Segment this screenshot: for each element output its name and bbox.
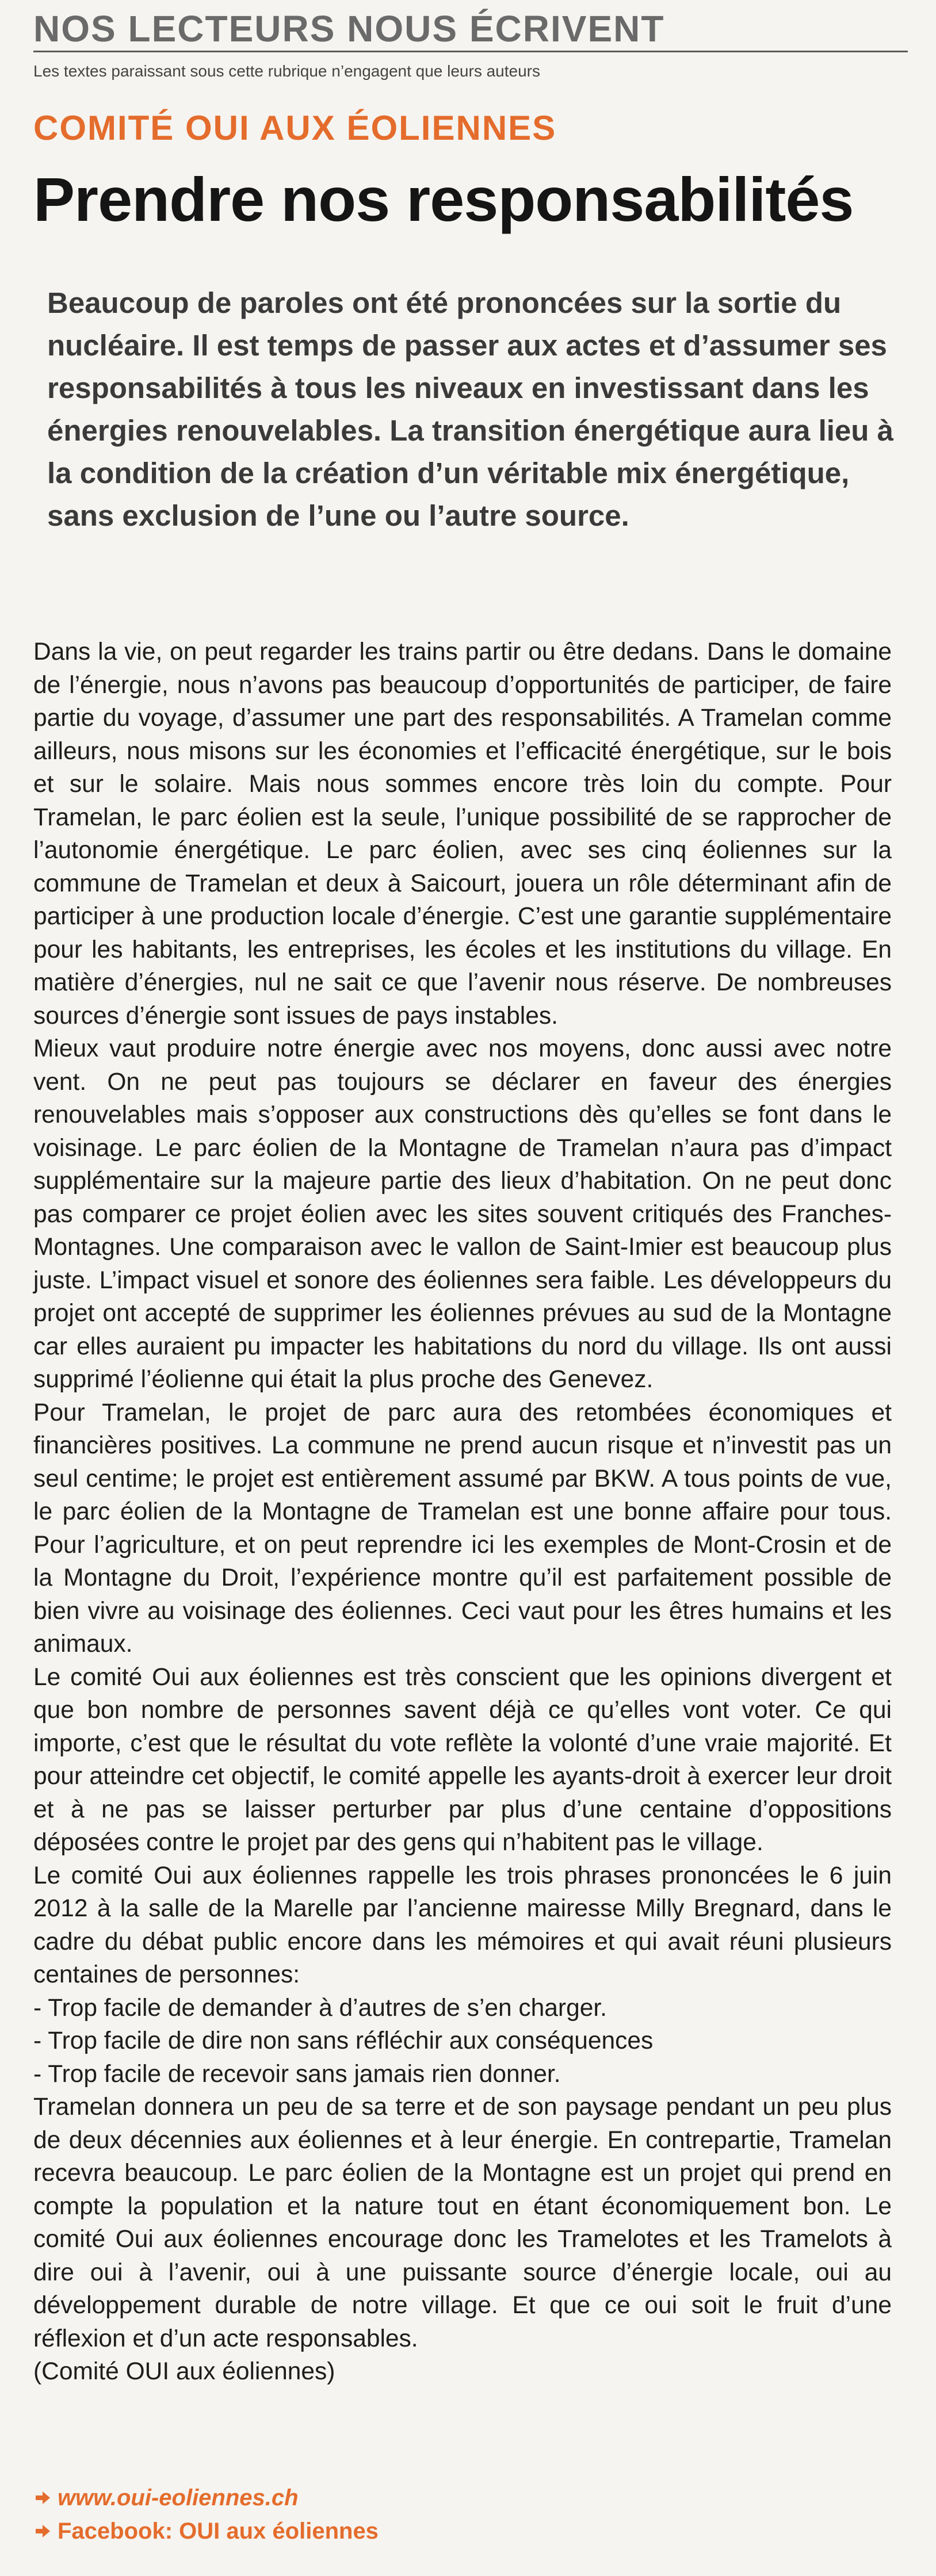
arrow-icon xyxy=(33,2489,52,2507)
body-paragraph: Le comité Oui aux éoliennes est très conscient que les opinions divergent et que bon nombre de personnes savent déjà ce qu’elles vont voter. Ce qui importe, c’est que le résultat du vote reflète la volonté d’une vraie majorité. Et pour atteindre cet objectif, le comité appelle les ayants-droit à exercer leur droit et à ne pas se laisser perturber par plus d’une centaine d’oppositions déposées contre le projet par des gens qui n’habitent pas le village. xyxy=(33,1663,892,1856)
rubric-title: NOS LECTEURS NOUS ÉCRIVENT xyxy=(33,8,665,49)
article-signature: (Comité OUI aux éoliennes) xyxy=(33,2358,335,2385)
body-paragraph: Mieux vaut produire notre énergie avec nos moyens, donc aussi avec notre vent. On ne peut pas toujours se déclarer en faveur des énergies renouvelables mais s’opposer aux constructions dès qu’elles se font dans le voisinage. Le parc éolien de la Montagne de Tramelan n’aura pas d’impact supplémentaire sur la majeure partie des lieux d’habitation. On ne peut donc pas comparer ce projet éolien avec les sites souvent critiqués des Franches-Montagnes. Une comparaison avec le vallon de Saint-Imier est beaucoup plus juste. L’impact visuel et sonore des éoliennes sera faible. Les développeurs du projet ont accepté de supprimer les éoliennes prévues au sud de la Montagne car elles auraient pu impacter les habitations du nord du village. Ils ont aussi supprimé l’éolienne qui était la plus proche des Genevez. xyxy=(33,1035,892,1393)
quote-item: - Trop facile de dire non sans réfléchir aux conséquences xyxy=(33,2027,654,2054)
arrow-icon xyxy=(33,2522,52,2540)
website-link-row[interactable] xyxy=(33,2481,379,2514)
rubric-header xyxy=(33,10,908,52)
closing-paragraph: Tramelan donnera un peu de sa terre et de son paysage pendant un peu plus de deux décennies aux éoliennes et à leur énergie. En contrepartie, Tramelan recevra beaucoup. Le parc éolien de la Montagne est un projet qui prend en compte la population et la nature tout en étant économiquement bon. Le comité Oui aux éoliennes encourage donc les Tramelotes et les Tramelots à dire oui à l’avenir, oui à une puissante source d’énergie locale, oui au développement durable de notre village. Et que ce oui soit le fruit d’une réflexion et d’un acte responsables. xyxy=(33,2093,892,2352)
article-links xyxy=(33,2481,379,2548)
rubric-disclaimer: Les textes paraissant sous cette rubrique n’engagent que leurs auteurs xyxy=(33,62,541,80)
body-paragraph: Pour Tramelan, le projet de parc aura des retombées économiques et financières positives. La commune ne prend aucun risque et n’investit pas un seul centime; le projet est entièrement assumé par BKW. A tous points de vue, le parc éolien de la Montagne de Tramelan est une bonne affaire pour tous. Pour l’agriculture, et on peut reprendre ici les exemples de Mont-Crosin et de la Montagne du Droit, l’expérience montre qu’il est parfaitement possible de bien vivre au voisinage des éoliennes. Ceci vaut pour les êtres humains et les animaux. xyxy=(33,1399,892,1658)
article-lead: Beaucoup de paroles ont été prononcées sur la sortie du nucléaire. Il est temps de passer aux actes et d’assumer ses responsabilités à tous les niveaux en investissant dans les énergies renouvelables. La transition énergétique aura lieu à la condition de la création d’un véritable mix énergétique, sans exclusion de l’une ou l’autre source. xyxy=(47,286,893,532)
website-link[interactable]: www.oui-eoliennes.ch xyxy=(58,2485,299,2510)
article-category: COMITÉ OUI AUX ÉOLIENNES xyxy=(33,109,557,147)
body-paragraph: Dans la vie, on peut regarder les trains partir ou être dedans. Dans le domaine de l’énergie, nous n’avons pas beaucoup d’opportunités de participer, de faire partie du voyage, d’assumer une part des responsabilités. A Tramelan comme ailleurs, nous misons sur les économies et l’efficacité énergétique, sur le bois et sur le solaire. Mais nous sommes encore très loin du compte. Pour Tramelan, le parc éolien est la seule, l’unique possibilité de se rapprocher de l’autonomie énergétique. Le parc éolien, avec ses cinq éoliennes sur la commune de Tramelan et deux à Saicourt, jouera un rôle déterminant afin de participer à une production locale d’énergie. C’est une garantie supplémentaire pour les habitants, les entreprises, les écoles et les institutions du village. En matière d’énergies, nul ne sait ce que l’avenir nous réserve. De nombreuses sources d’énergie sont issues de pays instables. xyxy=(33,638,892,1029)
article-title: Prendre nos responsabilités xyxy=(33,164,854,234)
article-body xyxy=(33,636,892,2389)
quote-item: - Trop facile de demander à d’autres de s’en charger. xyxy=(33,1994,607,2022)
facebook-link-row[interactable] xyxy=(33,2514,379,2548)
facebook-link[interactable]: Facebook: OUI aux éoliennes xyxy=(58,2518,379,2544)
body-paragraph: Le comité Oui aux éoliennes rappelle les trois phrases prononcées le 6 juin 2012 à la salle de la Marelle par l’ancienne mairesse Milly Bregnard, dans le cadre du débat public encore dans les mémoires et qui avait réuni plusieurs centaines de personnes: xyxy=(33,1862,892,1988)
quote-item: - Trop facile de recevoir sans jamais rien donner. xyxy=(33,2060,561,2088)
